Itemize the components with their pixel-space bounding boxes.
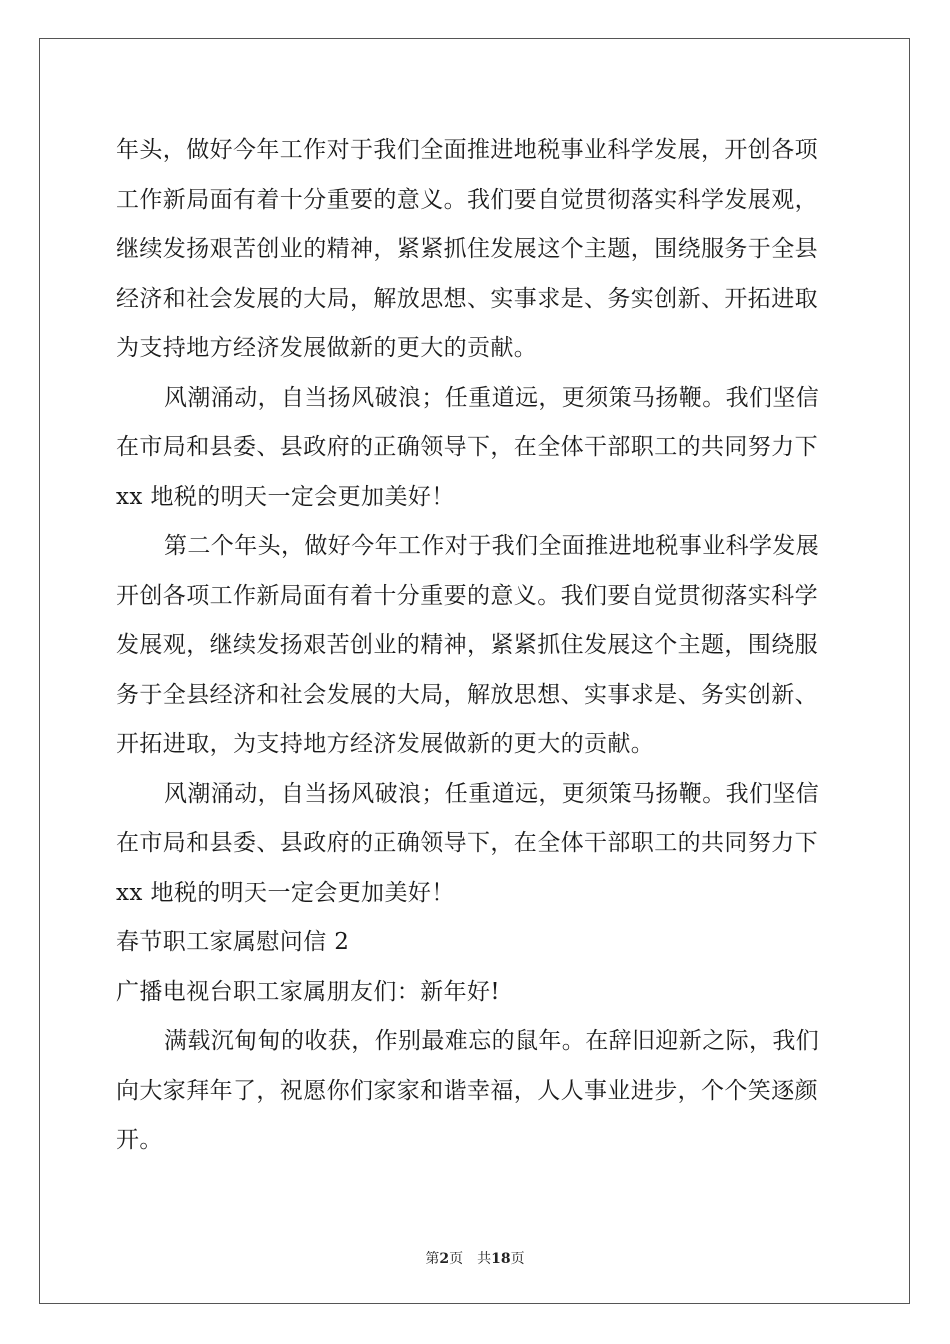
text-line: xx 地税的明天一定会更加美好！ [116, 483, 455, 510]
section-title: 春节职工家属慰问信 2 [116, 929, 350, 955]
text-line: 开。 [116, 1127, 163, 1153]
document-body [116, 126, 836, 1166]
total-prefix: 共 [477, 1251, 492, 1267]
text-line: 开创各项工作新局面有着十分重要的意义。我们要自觉贯彻落实科学 [116, 582, 818, 609]
current-page-number: 2 [439, 1251, 450, 1267]
text-line: 开拓进取，为支持地方经济发展做新的更大的贡献。 [116, 731, 655, 757]
text-line: 发展观，继续发扬艰苦创业的精神，紧紧抓住发展这个主题，围绕服 [116, 632, 818, 658]
text-line: 向大家拜年了，祝愿你们家家和谐幸福，人人事业进步，个个笑逐颜 [116, 1077, 818, 1104]
paragraph-start: 风潮涌动，自当扬风破浪；任重道远，更须策马扬鞭。我们坚信 [164, 384, 820, 411]
page-suffix: 页 [449, 1251, 464, 1267]
page-prefix: 第 [425, 1251, 440, 1267]
paragraph-start: 风潮涌动，自当扬风破浪；任重道远，更须策马扬鞭。我们坚信 [164, 780, 820, 807]
total-page-count: 18 [491, 1251, 511, 1267]
paragraph-start: 满载沉甸甸的收获，作别最难忘的鼠年。在辞旧迎新之际，我们 [164, 1028, 820, 1054]
page-footer [0, 1248, 950, 1268]
text-line: 年头，做好今年工作对于我们全面推进地税事业科学发展，开创各项 [116, 137, 818, 163]
text-line: 继续发扬艰苦创业的精神，紧紧抓住发展这个主题，围绕服务于全县 [116, 236, 818, 262]
text-line: 在市局和县委、县政府的正确领导下，在全体干部职工的共同努力下 [116, 830, 818, 856]
total-suffix: 页 [510, 1251, 525, 1267]
text-line: xx 地税的明天一定会更加美好！ [116, 879, 455, 906]
text-line: 为支持地方经济发展做新的更大的贡献。 [116, 335, 538, 361]
paragraph-start: 第二个年头，做好今年工作对于我们全面推进地税事业科学发展 [164, 533, 820, 559]
text-line: 经济和社会发展的大局，解放思想、实事求是、务实创新、开拓进取 [116, 285, 818, 312]
text-line: 在市局和县委、县政府的正确领导下，在全体干部职工的共同努力下 [116, 434, 818, 460]
text-line: 工作新局面有着十分重要的意义。我们要自觉贯彻落实科学发展观， [116, 186, 818, 213]
salutation: 广播电视台职工家属朋友们：新年好! [116, 978, 501, 1005]
text-line: 务于全县经济和社会发展的大局，解放思想、实事求是、务实创新、 [116, 681, 818, 708]
